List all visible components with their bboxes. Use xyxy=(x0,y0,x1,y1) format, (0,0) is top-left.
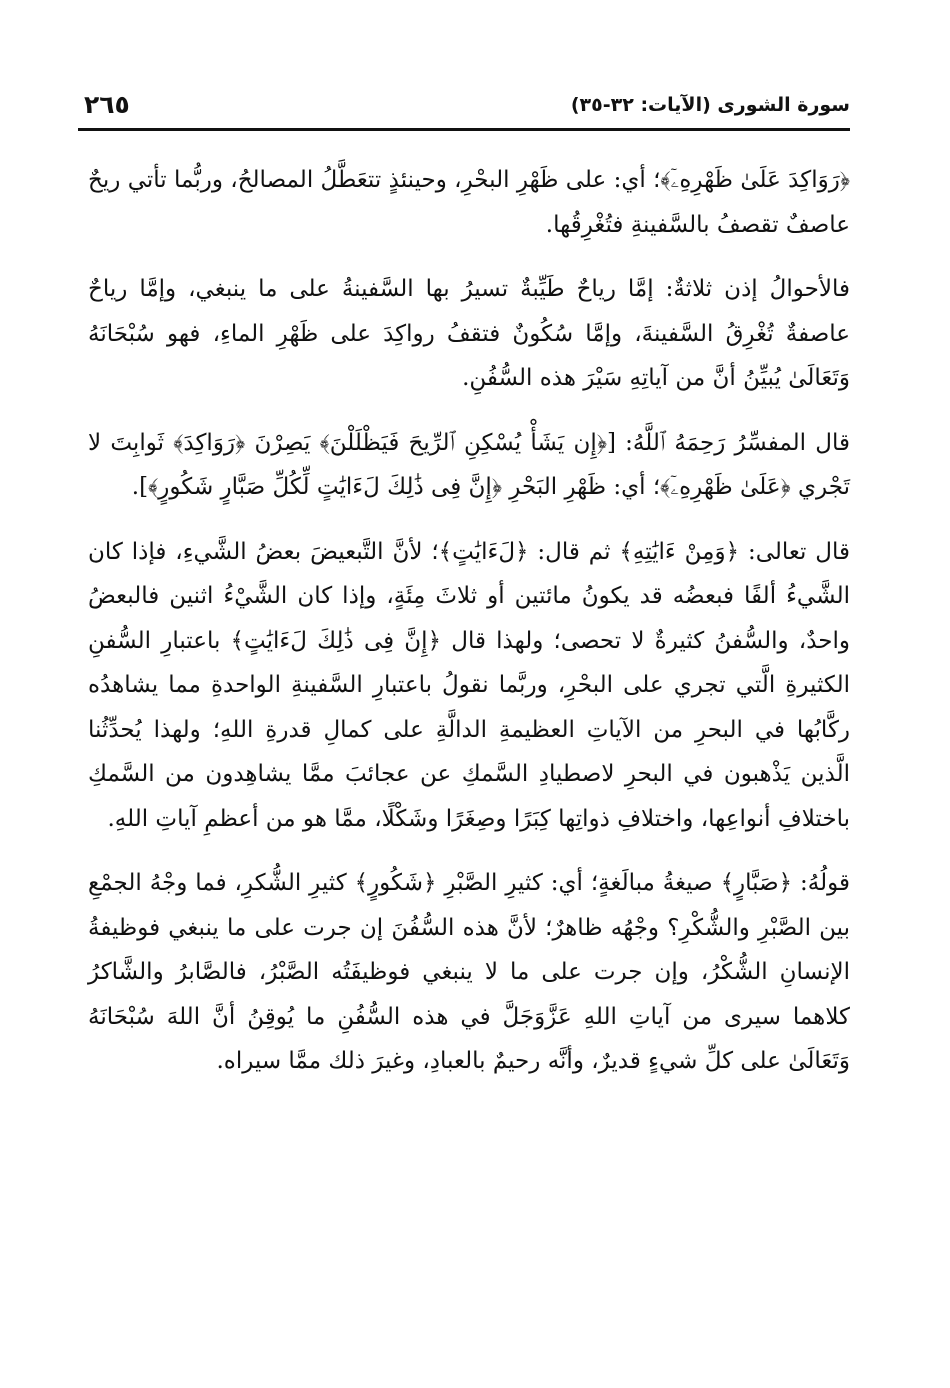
page-header xyxy=(78,88,850,128)
page-body xyxy=(88,158,850,1104)
paragraph-5: قولُهُ: ﴿صَبَّارٍ﴾ صيغةُ مبالَغةٍ؛ أي: كثيرِ الصَّبْرِ ﴿شَكُورٍ﴾ كثيرِ الشُّكرِ، فما وجْهُ الجمْعِ بين الصَّبْرِ والشُّكْرِ؟ وجْهُه ظاهرٌ؛ لأنَّ هذه السُّفُنَ إن جرت على ما ينبغي فوظيفةُ الإنسانِ الشُّكْرُ، وإن جرت على ما لا ينبغي فوظيفَتُه الصَّبْرُ، فالصَّابرُ والشَّاكرُ كلاهما سيرى من آياتِ اللهِ عَزَّوَجَلَّ في هذه السُّفُنِ ما يُوقِنُ أنَّ اللهَ سُبْحَانَهُ وَتَعَالَىٰ على كلِّ شيءٍ قديرٌ، وأنَّه رحيمٌ بالعبادِ، وغيرَ ذلك ممَّا سيراه. xyxy=(88,870,850,1074)
header-divider xyxy=(78,128,850,131)
paragraph-2: فالأحوالُ إذن ثلاثةٌ: إمَّا رياحٌ طَيِّبةٌ تسيرُ بها السَّفينةُ على ما ينبغي، وإمَّا رياحٌ عاصفةٌ تُغْرِقُ السَّفينةَ، وإمَّا سُكُونٌ فتقفُ رواكِدَ على ظَهْرِ الماءِ، فهو سُبْحَانَهُ وَتَعَالَىٰ يُبيِّنُ أنَّ من آياتِهِ سَيْرَ هذه السُّفُنِ. xyxy=(88,276,850,391)
page-number: ٢٦٥ xyxy=(84,90,130,119)
running-title: سورة الشورى (الآيات: ٣٢-٣٥) xyxy=(570,94,850,116)
paragraph-1: ﴿رَوَاكِدَ عَلَىٰ ظَهْرِهِۦٓ﴾؛ أي: على ظَهْرِ البحْرِ، وحينئذٍ تتعَطَّلُ المصالحُ، وربُّما تأتي ريحٌ عاصفٌ تقصفُ بالسَّفينةِ فتُغْرِقُها. xyxy=(88,167,850,238)
paragraph-3: قال المفسِّرُ رَحِمَهُ ٱللَّهُ: [﴿إِن يَشَأْ يُسْكِنِ ٱلرِّيحَ فَيَظْلَلْنَ﴾ يَصِرْنَ ﴿رَوَاكِدَ﴾ ثَوابِتَ لا تَجْري ﴿عَلَىٰ ظَهْرِهِۦٓ﴾؛ أي: ظَهْرِ البَحْرِ ﴿إِنَّ فِى ذَٰلِكَ لَءَايَٰتٍ لِّكُلِّ صَبَّارٍ شَكُورٍ﴾]. xyxy=(88,429,850,500)
paragraph-4: قال تعالى: ﴿وَمِنْ ءَايَٰتِهِ﴾ ثم قال: ﴿لَءَايَٰتٍ﴾؛ لأنَّ التَّبعيضَ بعضُ الشَّيءِ، فإذا كان الشَّيءُ ألفًا فبعضُه قد يكونُ مائتين أو ثلاثَ مِئَةٍ، وإذا كان الشَّيْءُ اثنين فالبعضُ واحدٌ، والسُّفنُ كثيرةٌ لا تحصى؛ ولهذا قال ﴿إِنَّ فِى ذَٰلِكَ لَءَايَٰتٍ﴾ باعتبارِ السُّفنِ الكثيرةِ الَّتي تجري على البحْرِ، وربَّما نقولُ باعتبارِ السَّفينةِ الواحدةِ مما يشاهدُه ركَّابُها في البحرِ من الآياتِ العظيمةِ الدالَّةِ على كمالِ قدرةِ اللهِ؛ ولهذا يُحدِّثُنا الَّذين يَذْهبون في البحرِ لاصطيادِ السَّمكِ عن عجائبَ ممَّا يشاهِدون من السَّمكِ باختلافِ أنواعِها، واختلافِ ذواتِها كِبَرًا وصِغَرًا وشَكْلًا، ممَّا هو من أعظمِ آياتِ اللهِ. xyxy=(88,538,850,832)
